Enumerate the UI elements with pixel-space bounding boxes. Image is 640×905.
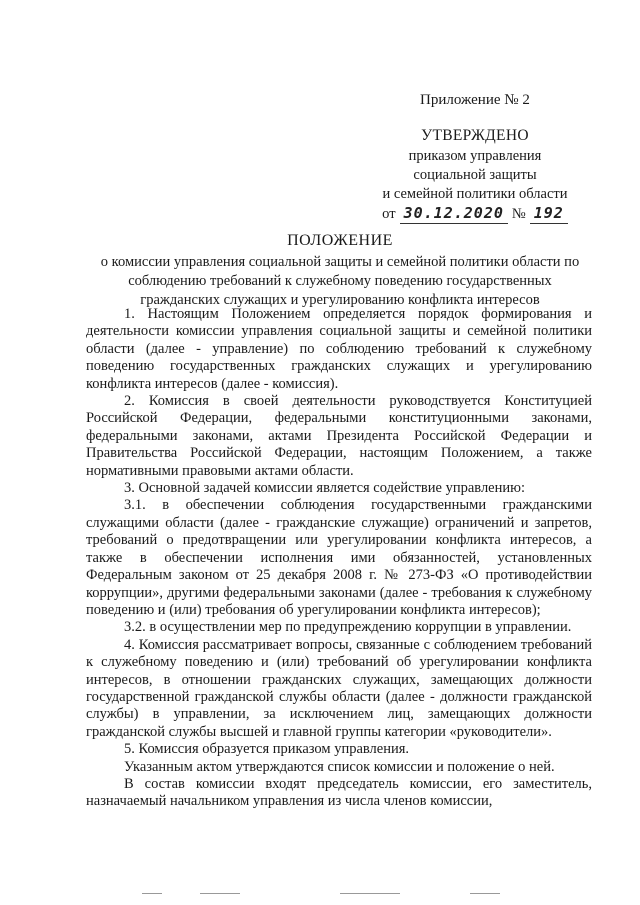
paragraph: 3.2. в осуществлении мер по предупреждению коррупции в управлении. xyxy=(124,619,572,636)
approval-line: приказом управления xyxy=(408,148,542,164)
paragraph: 1. Настоящим Положением определяется порядок формирования и деятельности комиссии управления социальной защиты и семейной политики области (далее - управление) по соблюдению требований к служебному поведению государственных гражданских служащих и урегулированию конфликта интересов (далее - комиссия). xyxy=(86,306,592,392)
approval-line: и семейной политики области xyxy=(382,186,568,202)
approval-stamp-block xyxy=(360,126,590,224)
document-body xyxy=(86,306,592,811)
order-reference xyxy=(360,204,590,224)
order-number-handwritten: 192 xyxy=(530,204,568,224)
document-subtitle: о комиссии управления социальной защиты и семейной политики области по соблюдению требований к служебному поведению государственных гражданских служащих и урегулированию конфликта интересов xyxy=(100,254,580,308)
order-date-handwritten: 30.12.2020 xyxy=(400,204,508,224)
paragraph: 5. Комиссия образуется приказом управления. xyxy=(124,741,410,758)
paragraph: Указанным актом утверждаются список комиссии и положение о ней. xyxy=(124,758,555,775)
order-prefix: от xyxy=(382,206,396,222)
paragraph: В состав комиссии входят председатель комиссии, его заместитель, назначаемый начальником управления из числа членов комиссии, xyxy=(86,775,592,810)
approved-heading: УТВЕРЖДЕНО xyxy=(421,127,529,144)
paragraph: 2. Комиссия в своей деятельности руководствуется Конституцией Российской Федерации, федеральными конституционными законами, федеральными законами, актами Президента Российской Федерации и Правительства Российской Федерации, настоящим Положением, а также нормативными правовыми актами области. xyxy=(86,393,592,479)
scan-artifact-line xyxy=(340,893,400,894)
scan-artifact-line xyxy=(200,893,240,894)
approval-line: социальной защиты xyxy=(413,167,537,183)
paragraph: 4. Комиссия рассматривает вопросы, связанные с соблюдением требований к служебному поведению и (или) требований об урегулировании конфликта интересов, в отношении гражданских служащих, замещающих должности государственной гражданской службы области (далее - должности гражданской службы) в управлении, за исключением лиц, замещающих должности гражданской службы высшей и главной группы категории «руководители». xyxy=(86,636,592,740)
paragraph: 3.1. в обеспечении соблюдения государственными гражданскими служащими области (далее - гражданские служащие) ограничений и запретов, требований о предотвращении или урегулировании конфликта интересов, а также в обеспечении исполнения ими обязанностей, установленных Федеральным законом от 25 декабря 2008 г. № 273-ФЗ «О противодействии коррупции», другими федеральными законами (далее - требования к служебному поведению и (или) требования об урегулировании конфликта интересов); xyxy=(86,497,592,618)
scan-artifact-line xyxy=(470,893,500,894)
paragraph: 3. Основной задачей комиссии является содействие управлению: xyxy=(124,480,525,497)
order-number-label: № xyxy=(511,206,526,222)
scan-artifact-line xyxy=(142,893,162,894)
document-title: ПОЛОЖЕНИЕ xyxy=(287,232,393,249)
document-title-block xyxy=(90,232,590,310)
appendix-label: Приложение № 2 xyxy=(420,92,530,108)
